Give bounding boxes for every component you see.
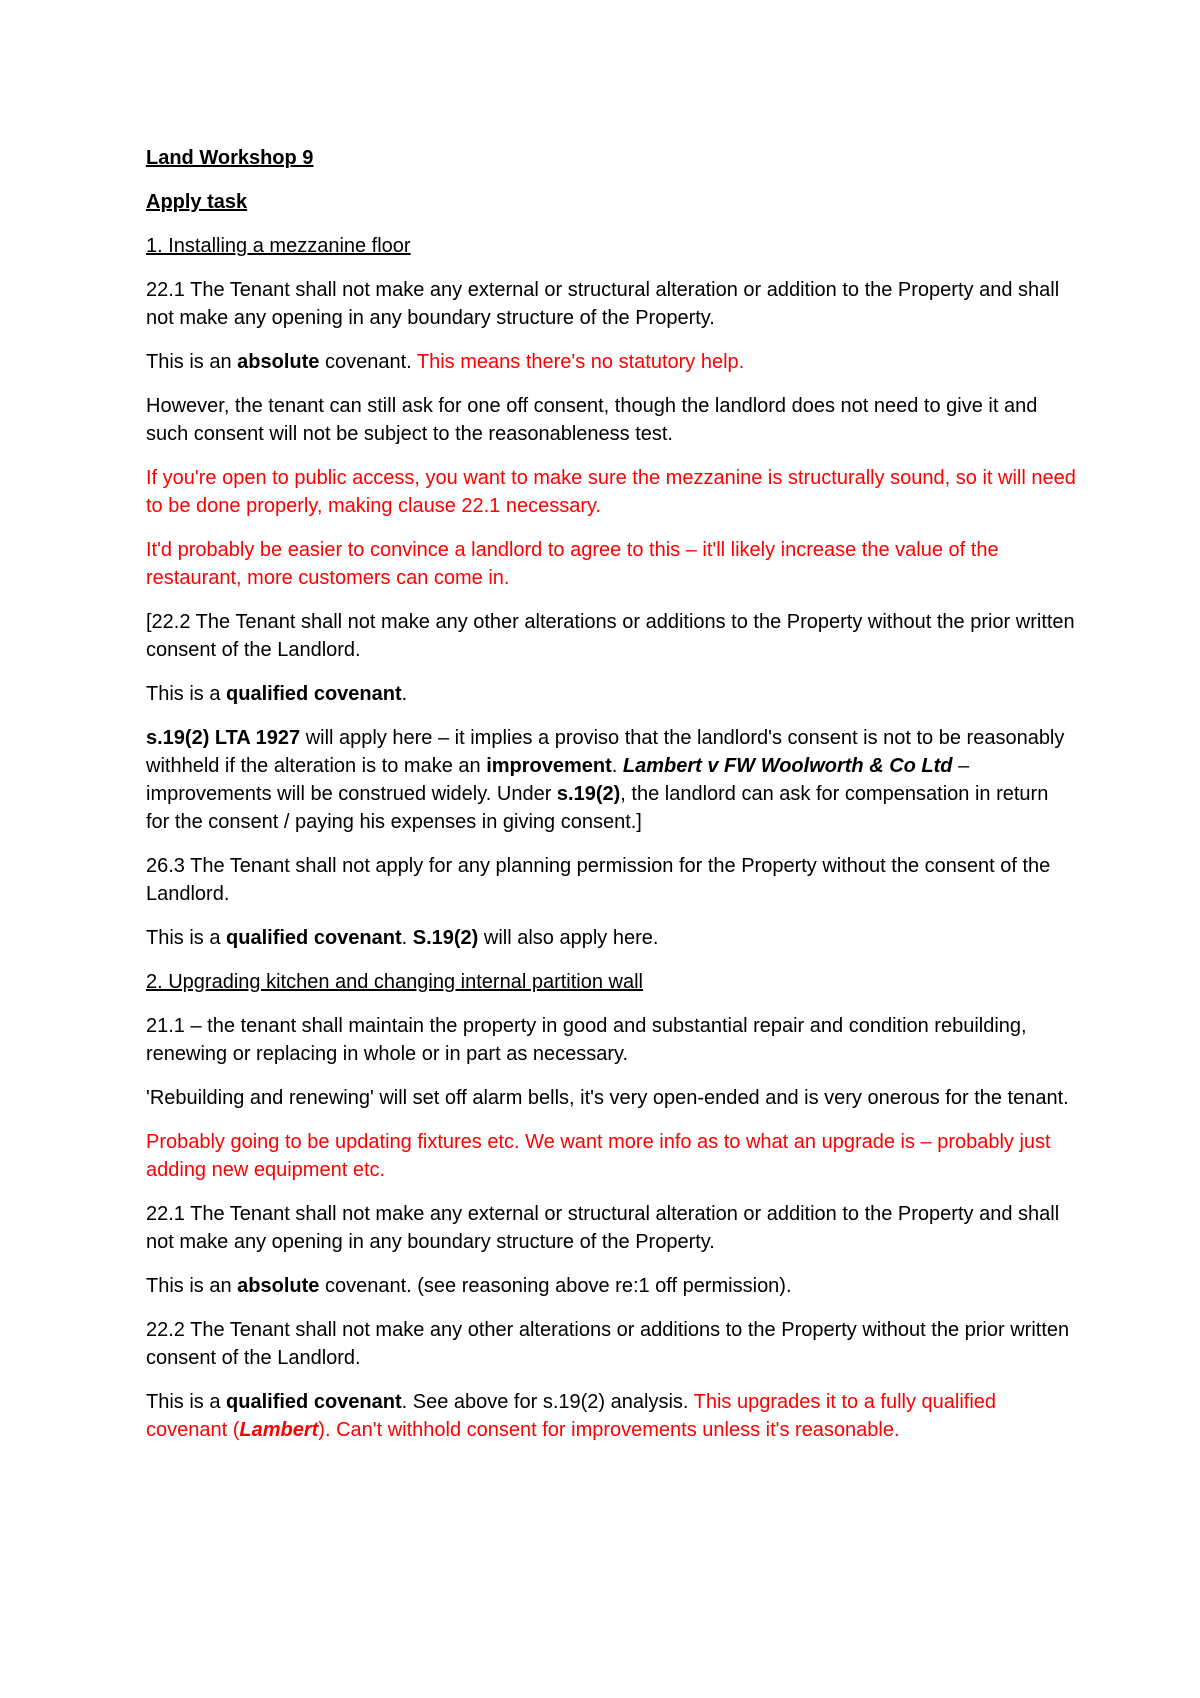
- document-title: Land Workshop 9: [146, 147, 314, 169]
- landlord-convince-note: It'd probably be easier to convince a landlord to agree to this – it'll likely increase the value of the restaurant, more customers can come in.: [146, 539, 999, 589]
- section-2-heading: 2. Upgrading kitchen and changing internal partition wall: [146, 971, 643, 993]
- public-access-note: If you're open to public access, you want to make sure the mezzanine is structurally sound, so it will need to be done properly, making clause 22.1 necessary.: [146, 467, 1076, 517]
- qualified-covenant-note-3: This is a qualified covenant. See above for s.19(2) analysis. This upgrades it to a fully qualified covenant (Lambert). Can't withhold consent for improvements unless it's reasonable.: [146, 1391, 997, 1441]
- document-subtitle: Apply task: [146, 191, 248, 213]
- rebuilding-note: 'Rebuilding and renewing' will set off alarm bells, it's very open-ended and is very onerous for the tenant.: [146, 1087, 1069, 1109]
- s19-analysis: s.19(2) LTA 1927 will apply here – it implies a proviso that the landlord's consent is not to be reasonably withheld if the alteration is to make an improvement. Lambert v FW Woolworth & Co Ltd – improvements will be construed widely. Under s.19(2), the landlord can ask for compensation in return for the consent / paying his expenses in giving consent.]: [146, 727, 1065, 833]
- absolute-covenant-note: This is an absolute covenant. This means there's no statutory help.: [146, 351, 745, 373]
- absolute-covenant-note-2: This is an absolute covenant. (see reasoning above re:1 off permission).: [146, 1275, 792, 1297]
- clause-22-1-text-repeat: 22.1 The Tenant shall not make any external or structural alteration or addition to the Property and shall not make any opening in any boundary structure of the Property.: [146, 1203, 1060, 1253]
- document-page: [146, 144, 1076, 1460]
- qualified-covenant-note: This is a qualified covenant.: [146, 683, 408, 705]
- qualified-covenant-note-2: This is a qualified covenant. S.19(2) will also apply here.: [146, 927, 659, 949]
- clause-22-1-text: 22.1 The Tenant shall not make any external or structural alteration or addition to the Property and shall not make any opening in any boundary structure of the Property.: [146, 279, 1060, 329]
- one-off-consent-note: However, the tenant can still ask for one off consent, though the landlord does not need to give it and such consent will not be subject to the reasonableness test.: [146, 395, 1038, 445]
- clause-26-3-text: 26.3 The Tenant shall not apply for any planning permission for the Property without the consent of the Landlord.: [146, 855, 1051, 905]
- section-1-heading: 1. Installing a mezzanine floor: [146, 235, 411, 257]
- clause-21-1-text: 21.1 – the tenant shall maintain the property in good and substantial repair and condition rebuilding, renewing or replacing in whole or in part as necessary.: [146, 1015, 1027, 1065]
- clause-22-2-text-repeat: 22.2 The Tenant shall not make any other alterations or additions to the Property without the prior written consent of the Landlord.: [146, 1319, 1070, 1369]
- upgrade-info-note: Probably going to be updating fixtures etc. We want more info as to what an upgrade is – probably just adding new equipment etc.: [146, 1131, 1051, 1181]
- clause-22-2-text: [22.2 The Tenant shall not make any other alterations or additions to the Property without the prior written consent of the Landlord.: [146, 611, 1075, 661]
